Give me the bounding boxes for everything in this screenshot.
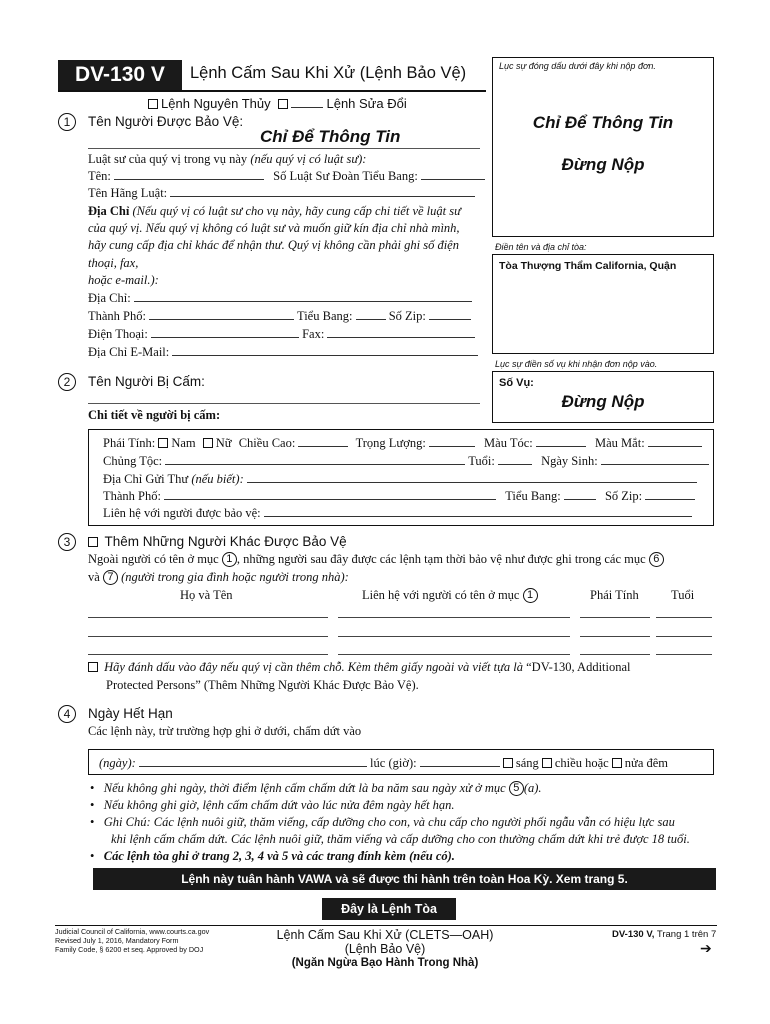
expiration-date-field[interactable]	[139, 756, 367, 767]
height-field[interactable]	[298, 436, 348, 447]
expiration-row: (ngày): lúc (giờ): sáng chiều hoặc nửa đêm	[99, 756, 669, 770]
expiration-time-field[interactable]	[420, 756, 500, 767]
mailing-address-field[interactable]	[247, 472, 697, 483]
stamp-caption: Lục sự đóng dấu dưới đây khi nộp đơn.	[499, 61, 656, 71]
bullet-3: • Ghi Chú: Các lệnh nuôi giữ, thăm viếng, cấp dưỡng cho con, và chu cấp cho người phối ngẫu vẫn có hiệu lực sau	[90, 815, 675, 829]
male-checkbox[interactable]	[158, 438, 168, 448]
col-sex: Phái Tính	[590, 588, 639, 602]
section-3-text-1: Ngoài người có tên ở mục 1 , những người sau đây được các lệnh tạm thời bảo vệ như được ghi trong các mục 6	[88, 552, 664, 567]
person-3-sex[interactable]	[580, 654, 650, 655]
email-row: Địa Chỉ E-Mail:	[88, 345, 478, 360]
more-space-checkbox[interactable]	[88, 662, 98, 672]
city-field[interactable]	[149, 309, 294, 320]
bullet-1: • Nếu không ghi ngày, thời điểm lệnh cấm chấm dứt là ba năm sau ngày xử ở mục 5 (a).	[90, 781, 542, 795]
case-number-box[interactable]	[492, 371, 714, 423]
firm-row: Tên Hãng Luật:	[88, 186, 475, 201]
person-1-age[interactable]	[656, 617, 712, 618]
person-3-name[interactable]	[88, 654, 328, 655]
court-order-bar: Đây là Lệnh Tòa	[322, 898, 456, 920]
person-3-age[interactable]	[656, 654, 712, 655]
address-note-2: của quý vị. Nếu quý vị không có luật sư và muốn giữ kín địa chỉ nhà mình,	[88, 221, 460, 235]
hair-field[interactable]	[536, 436, 586, 447]
section-4-title: Ngày Hết Hạn	[88, 706, 173, 721]
city-row: Thành Phố: Tiểu Bang: Số Zip:	[88, 309, 471, 324]
race-row: Chủng Tộc: Tuổi: Ngày Sinh:	[103, 454, 709, 469]
expiration-box	[88, 749, 714, 775]
stamp-watermark-info: Chỉ Để Thông Tin	[532, 113, 674, 132]
eye-field[interactable]	[648, 436, 702, 447]
state2-field[interactable]	[564, 489, 596, 500]
fax-field[interactable]	[327, 327, 475, 338]
relation-field[interactable]	[264, 506, 692, 517]
section-3-title: Thêm Những Người Khác Được Bảo Vệ	[104, 534, 347, 549]
section-3-number: 3	[58, 533, 76, 551]
footer-page: DV-130 V, Trang 1 trên 7	[612, 929, 717, 940]
section-3-title-row	[88, 534, 347, 549]
race-field[interactable]	[165, 454, 465, 465]
details-label: Chi tiết về người bị cấm:	[88, 408, 221, 422]
pm-checkbox[interactable]	[542, 758, 552, 768]
order-type-row	[148, 96, 407, 111]
next-page-arrow-icon: ➔	[700, 940, 712, 956]
lawyer-name-field[interactable]	[114, 169, 264, 180]
email-field[interactable]	[172, 345, 478, 356]
restrained-details-box	[88, 429, 714, 526]
city2-row: Thành Phố: Tiểu Bang: Số Zip:	[103, 489, 695, 504]
section-3-text-2: và 7 (người trong gia đình hoặc người trong nhà):	[88, 570, 349, 584]
bullet-2: • Nếu không ghi giờ, lệnh cấm chấm dứt vào lúc nửa đêm ngày hết hạn.	[90, 798, 455, 812]
mail-row: Địa Chỉ Gửi Thư (nếu biết):	[103, 472, 697, 487]
form-title: Lệnh Cấm Sau Khi Xử (Lệnh Bảo Vệ)	[190, 64, 467, 82]
original-order-label: Lệnh Nguyên Thủy	[161, 96, 271, 111]
zip2-field[interactable]	[645, 489, 695, 500]
zip-field[interactable]	[429, 309, 471, 320]
case-caption: Lục sự điền số vụ khi nhận đơn nộp vào.	[495, 359, 658, 369]
phone-field[interactable]	[151, 327, 299, 338]
section-4-number: 4	[58, 705, 76, 723]
am-checkbox[interactable]	[503, 758, 513, 768]
lawyer-name-row: Tên: Số Luật Sư Đoàn Tiểu Bang:	[88, 169, 485, 184]
person-2-name[interactable]	[88, 636, 328, 637]
col-relation: Liên hệ với người có tên ở mục 1	[362, 588, 538, 603]
restrained-name-field[interactable]	[88, 403, 480, 404]
section-1-number: 1	[58, 113, 76, 131]
col-name: Họ và Tên	[180, 588, 233, 602]
weight-field[interactable]	[429, 436, 475, 447]
amended-order-label: Lệnh Sửa Đổi	[326, 96, 407, 111]
clerk-stamp-box	[492, 57, 714, 237]
col-age: Tuổi	[671, 588, 695, 602]
relation-row: Liên hệ với người được bảo vệ:	[103, 506, 692, 521]
address-note-3: hãy cung cấp địa chỉ khác để nhận thư. Quý vị không cần phải ghi số điện	[88, 238, 459, 252]
amended-order-checkbox[interactable]	[278, 99, 288, 109]
court-name: Tòa Thượng Thẩm California, Quận	[499, 260, 677, 272]
female-checkbox[interactable]	[203, 438, 213, 448]
vawa-bar: Lệnh này tuân hành VAWA và sẽ được thi hành trên toàn Hoa Kỳ. Xem trang 5.	[93, 868, 716, 890]
firm-name-field[interactable]	[170, 186, 475, 197]
address-note-4: thoại, fax,	[88, 256, 139, 270]
physical-row: Phái Tính: Nam Nữ Chiều Cao: Trọng Lượng: Màu Tóc: Màu Mắt:	[103, 436, 702, 451]
dob-field[interactable]	[601, 454, 709, 465]
street-row: Địa Chỉ:	[88, 291, 472, 306]
section-1-watermark: Chỉ Để Thông Tin	[260, 127, 401, 146]
person-1-name[interactable]	[88, 617, 328, 618]
stamp-watermark-donotfile: Đừng Nộp	[561, 155, 645, 174]
form-id-badge: DV-130 V	[58, 60, 182, 90]
phone-row: Điện Thoại: Fax:	[88, 327, 475, 342]
section-2-title: Tên Người Bị Cấm:	[88, 374, 205, 389]
court-name-box[interactable]	[492, 254, 714, 354]
footer-center: Lệnh Cấm Sau Khi Xử (CLETS—OAH) (Lệnh Bảo Vệ) (Ngăn Ngừa Bạo Hành Trong Nhà)	[276, 928, 494, 969]
street-field[interactable]	[134, 291, 472, 302]
original-order-checkbox[interactable]	[148, 99, 158, 109]
section-4-intro: Các lệnh này, trừ trường hợp ghi ở dưới, chấm dứt vào	[88, 724, 362, 738]
bullet-4: • Các lệnh tòa ghi ở trang 2, 3, 4 và 5 và các trang đính kèm (nếu có).	[90, 849, 455, 863]
person-3-relation[interactable]	[338, 654, 570, 655]
address-note-5: hoặc e-mail.):	[88, 273, 159, 287]
section-2-number: 2	[58, 373, 76, 391]
case-watermark: Đừng Nộp	[561, 392, 645, 411]
bullet-3-cont: khi lệnh cấm chấm dứt. Các lệnh nuôi giữ, thăm viếng và cấp dưỡng cho con thường chấm dứt khi trẻ được 18 tuổi.	[111, 832, 690, 846]
lawyer-intro: Luật sư của quý vị trong vụ này (nếu quý vị có luật sư):	[88, 152, 367, 166]
court-caption: Điền tên và địa chỉ tòa:	[495, 242, 587, 252]
address-note-1: Địa Chỉ (Nếu quý vị có luật sư cho vụ này, hãy cung cấp chi tiết về luật sư	[88, 204, 461, 218]
person-2-relation[interactable]	[338, 636, 570, 637]
other-protected-checkbox[interactable]	[88, 537, 98, 547]
person-1-relation[interactable]	[338, 617, 570, 618]
more-space-row-2: Protected Persons” (Thêm Những Người Khác Được Bảo Vệ).	[106, 678, 419, 692]
case-number-label: Số Vụ:	[499, 377, 534, 389]
person-1-sex[interactable]	[580, 617, 650, 618]
more-space-row: Hãy đánh dấu vào đây nếu quý vị cần thêm chỗ. Kèm thêm giấy ngoài và viết tựa là “DV-130, Additional	[88, 660, 631, 675]
city2-field[interactable]	[164, 489, 496, 500]
bar-number-field[interactable]	[421, 169, 485, 180]
midnight-checkbox[interactable]	[612, 758, 622, 768]
person-2-age[interactable]	[656, 636, 712, 637]
person-2-sex[interactable]	[580, 636, 650, 637]
age-field[interactable]	[498, 454, 532, 465]
state-field[interactable]	[356, 309, 386, 320]
section-1-title: Tên Người Được Bảo Vệ:	[88, 114, 244, 129]
footer-left: Judicial Council of California, www.courts.ca.gov Revised July 1, 2016, Mandatory Form Family Code, § 6200 et seq. Approved by DOJ	[55, 927, 210, 954]
